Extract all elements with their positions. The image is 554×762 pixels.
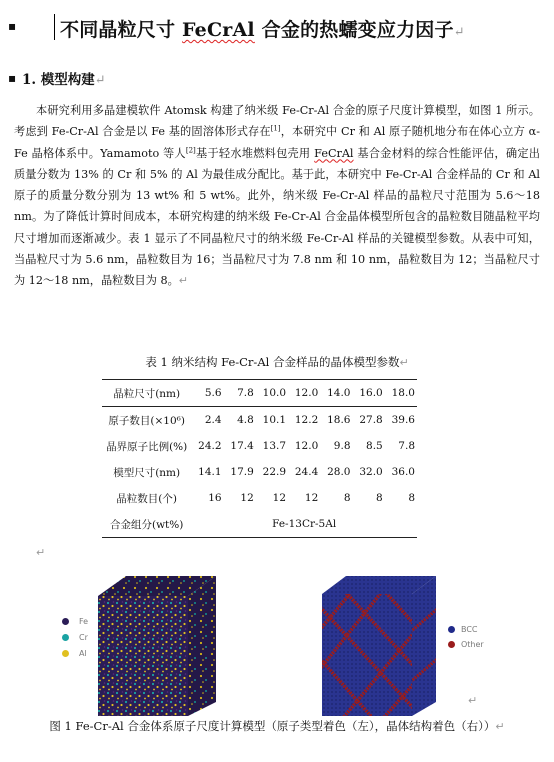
table-row	[102, 485, 417, 511]
table-cell: 9.8	[333, 440, 351, 452]
legend-item	[62, 617, 88, 626]
table-cell: 17.4	[230, 440, 254, 452]
atom-type-cube-figure	[88, 574, 318, 719]
legend-swatch	[62, 650, 69, 657]
section-label: 模型构建	[40, 72, 95, 88]
table-cell: 14.0	[320, 380, 352, 407]
crystal-structure-cube-figure	[318, 574, 438, 719]
text-cursor	[54, 14, 55, 40]
table-cell: 17.9	[230, 466, 254, 478]
table-cell: 2.4	[204, 414, 222, 426]
table-cell: 12	[240, 492, 254, 504]
paragraph-text: 基合金材料的综合性能评估，确定出质量分数为 13% 的 Cr 和 5% 的 Al 为最佳成分配比。基于此，本研究中 Fe-Cr-Al 合金样品的 Cr 和 Al 原子的质量分数分别为 13 wt% 和 5 wt%。此外，纳米级 Fe-Cr-Al 样品的晶粒尺寸范围为 5.6～18 nm。为了降低计算时间成本，本研究构建的纳米级 Fe-Cr-Al 合金晶体模型所包含的晶粒数目随晶粒平均尺寸增加而逐渐减少。表 1 显示了不同晶粒尺寸的纳米级 Fe-Cr-Al 样品的关键模型参数。从表中可知，当晶粒尺寸为 5.6 nm，晶粒数目为 16；当晶粒尺寸为 7.8 nm 和 10 nm，晶粒数目为 12；当晶粒尺寸为 12～18 nm，晶粒数目为 8。	[14, 146, 540, 288]
title-row	[18, 12, 554, 42]
paragraph-mark: ↵	[36, 546, 46, 559]
title-suffix: 合金的热蠕变应力因子	[254, 19, 454, 41]
table-row	[102, 459, 417, 485]
table-cell: 8	[343, 492, 351, 504]
paragraph-mark: ↵	[178, 274, 188, 288]
table-caption-text: 表 1 纳米结构 Fe-Cr-Al 合金样品的晶体模型参数	[145, 355, 400, 369]
paragraph-text: 本研究利用多晶建模软件 Atomsk 构建了纳米级 Fe-Cr-Al 合金的原子尺度计算模型，如图 1 所示。考虑到 Fe-Cr-Al 合金是以 Fe 基的固溶体形式存在	[14, 104, 540, 139]
citation[interactable]: [2]	[185, 145, 196, 154]
table-row	[102, 407, 417, 434]
table-cell: 7.8	[398, 440, 415, 452]
title-bullet: ▪	[8, 19, 17, 33]
table-cell: 12	[272, 492, 287, 504]
row-label: 合金组分(wt%)	[102, 511, 191, 538]
cube-side-face	[412, 576, 436, 716]
paragraph-text: 基于轻水堆燃料包壳用	[195, 146, 315, 160]
legend-label: Cr	[79, 633, 88, 642]
row-label: 晶粒尺寸(nm)	[102, 380, 191, 407]
table-cell: 8	[408, 492, 415, 504]
table-cell: 14.1	[198, 466, 222, 478]
table-caption	[0, 354, 554, 370]
legend-item	[448, 640, 484, 649]
paragraph-mark: ↵	[399, 356, 409, 369]
legend-label: Fe	[79, 617, 89, 626]
parameters-table	[102, 379, 417, 538]
table-row	[102, 511, 417, 538]
table-cell: 4.8	[237, 414, 254, 426]
legend-swatch	[62, 634, 69, 641]
table-cell: 16.0	[353, 380, 385, 407]
table-cell: 13.7	[262, 440, 287, 452]
title-prefix: 不同晶粒尺寸	[60, 19, 183, 41]
body-paragraph[interactable]	[14, 100, 540, 292]
composition-cell: Fe-13Cr-5Al	[191, 511, 417, 538]
table-cell: 16	[208, 492, 222, 504]
table-cell: 18.0	[385, 380, 417, 407]
legend-swatch	[62, 618, 69, 625]
legend-label: Other	[461, 640, 484, 649]
table-cell: 12.2	[294, 414, 319, 426]
legend-swatch	[448, 626, 455, 633]
table-cell: 22.9	[262, 466, 287, 478]
table-cell: 32.0	[359, 466, 383, 478]
row-label: 模型尺寸(nm)	[113, 466, 181, 479]
table-cell: 18.6	[327, 414, 351, 426]
table-cell: 12	[304, 492, 319, 504]
paragraph-mark: ↵	[453, 25, 465, 40]
spell-flag-word: FeCrAl	[314, 146, 354, 160]
table-cell: 7.8	[224, 380, 256, 407]
paragraph-mark: ↵	[495, 720, 505, 733]
table-cell: 8.5	[366, 440, 383, 452]
section-heading[interactable]	[22, 68, 106, 88]
table-cell: 24.2	[198, 440, 222, 452]
cube-front-face	[98, 596, 188, 716]
section-number: 1.	[22, 72, 37, 88]
table-cell: 10.0	[256, 380, 288, 407]
section-bullet: ▪	[8, 71, 17, 85]
table-cell: 27.8	[359, 414, 383, 426]
cube-front-face	[322, 594, 412, 716]
table-cell: 24.4	[294, 466, 319, 478]
row-label: 原子数目(×10⁶)	[108, 414, 185, 427]
table-cell: 5.6	[191, 380, 223, 407]
table-cell: 10.1	[262, 414, 287, 426]
row-label: 晶粒数目(个)	[116, 492, 178, 505]
row-label: 晶界原子比例(%)	[106, 440, 188, 453]
legend-label: Al	[79, 649, 87, 658]
document-title[interactable]	[60, 15, 465, 42]
citation[interactable]: [1]	[270, 124, 281, 133]
table-row	[102, 380, 417, 407]
paragraph-text: ，本研究中 Cr 和 Al 原子随机地分布在体心立方 α-Fe 晶格体系中。Yamamoto 等人	[14, 125, 540, 160]
legend-label: BCC	[461, 625, 478, 634]
figure-caption-text: 图 1 Fe-Cr-Al 合金体系原子尺度计算模型（原子类型着色（左），晶体结构着色（右））	[49, 719, 496, 733]
table-cell: 8	[376, 492, 383, 504]
cube-side-face	[188, 576, 216, 716]
table-cell: 12.0	[288, 380, 320, 407]
figure-caption	[0, 718, 554, 734]
table-cell: 39.6	[391, 414, 415, 426]
legend-item	[62, 649, 87, 658]
table-cell: 12.0	[294, 440, 319, 452]
paragraph-mark: ↵	[94, 73, 106, 88]
legend-item	[448, 625, 478, 634]
legend-item	[62, 633, 88, 642]
table-cell: 36.0	[391, 466, 415, 478]
table-cell: 28.0	[327, 466, 351, 478]
legend-swatch	[448, 641, 455, 648]
table-row	[102, 433, 417, 459]
title-alloy: FeCrAl	[182, 19, 255, 41]
paragraph-mark: ↵	[468, 694, 478, 707]
